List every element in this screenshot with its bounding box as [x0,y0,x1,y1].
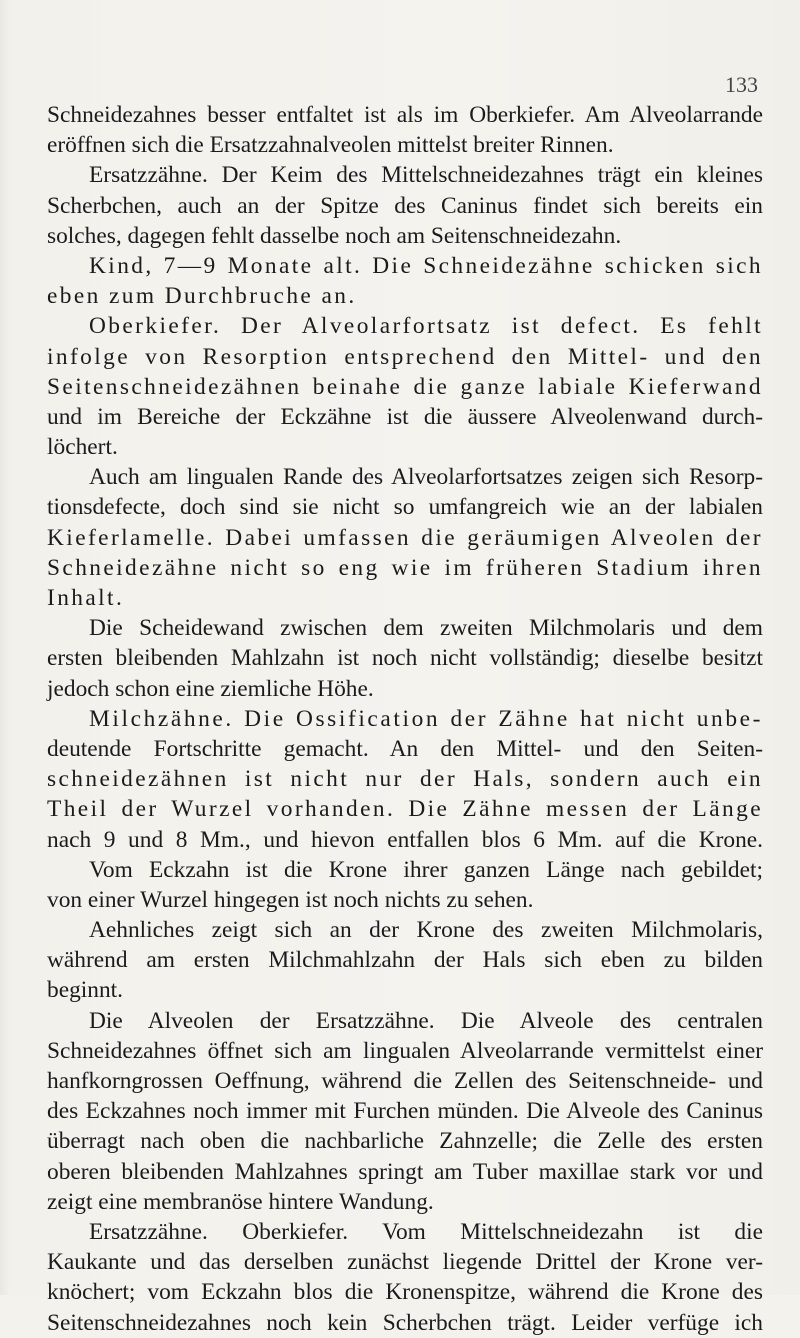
text-line: Seitenschneidezahnes noch kein Scherbchen trägt. Leider verfüge ich [47,1309,763,1336]
text-line: Die Alveolen der Ersatzzähne. Die Alveole des centralen [89,1007,763,1034]
text-line: Ersatzzähne. Oberkiefer. Vom Mittelschneidezahn ist die [89,1218,763,1245]
text-line: nach 9 und 8 Mm., und hievon entfallen blos 6 Mm. auf die Krone. [47,826,763,853]
text-line: Scherbchen, auch an der Spitze des Caninus findet sich bereits ein [47,192,763,219]
text-line: Schneidezahnes besser entfaltet ist als im Oberkiefer. Am Alveolarrande [47,102,763,128]
text-line: und im Bereiche der Eckzähne ist die äussere Alveolenwand durch- [47,403,763,430]
text-line: schneidezähnen ist nicht nur der Hals, sondern auch ein [47,766,763,793]
text-line: solches, dagegen fehlt dasselbe noch am Seitenschneidezahn. [47,222,622,249]
text-line: Vom Eckzahn ist die Krone ihrer ganzen Länge nach gebildet; [89,856,763,883]
text-line: löchert. [47,434,118,461]
text-line: überragt nach oben die nachbarliche Zahnzelle; die Zelle des ersten [47,1128,763,1155]
text-line: eröffnen sich die Ersatzzahnalveolen mittelst breiter Rinnen. [47,132,614,159]
text-line: eben zum Durchbruche an. [47,283,357,310]
text-line: hanfkorngrossen Oeffnung, während die Zellen des Seitenschneide- und [47,1068,763,1094]
text-line: tionsdefecte, doch sind sie nicht so umfangreich wie an der labialen [47,494,763,521]
text-line: Kieferlamelle. Dabei umfassen die geräumigen Alveolen der [47,524,763,551]
text-line: Kind, 7—9 Monate alt. Die Schneidezähne schicken sich [89,252,763,279]
text-line: des Eckzahnes noch immer mit Furchen münden. Die Alveole des Caninus [47,1098,763,1125]
text-line: von einer Wurzel hingegen ist noch nichts zu sehen. [47,886,534,913]
body-text [47,100,763,1338]
text-line: zeigt eine membranöse hintere Wandung. [47,1188,434,1215]
text-line: knöchert; vom Eckzahn blos die Kronenspitze, während die Krone des [47,1279,763,1306]
text-line: jedoch schon eine ziemliche Höhe. [47,675,374,702]
text-line: Oberkiefer. Der Alveolarfortsatz ist defect. Es fehlt [89,313,763,340]
text-line: Schneidezähne nicht so eng wie im früheren Stadium ihren [47,554,763,581]
text-line: während am ersten Milchmahlzahn der Hals sich eben zu bilden [47,947,763,974]
text-line: infolge von Resorption entsprechend den Mittel- und den [47,343,763,370]
text-line: Seitenschneidezähnen beinahe die ganze labiale Kieferwand [47,373,763,400]
text-line: Die Scheidewand zwischen dem zweiten Milchmolaris und dem [89,615,763,642]
text-line: oberen bleibenden Mahlzahnes springt am Tuber maxillae stark vor und [47,1158,763,1185]
text-line: Auch am lingualen Rande des Alveolarfortsatzes zeigen sich Resorp- [89,464,763,491]
page-number: 133 [725,72,758,97]
text-line: beginnt. [47,977,124,1004]
text-line: ersten bleibenden Mahlzahn ist noch nicht vollständig; dieselbe besitzt [47,645,763,672]
text-line: Aehnliches zeigt sich an der Krone des zweiten Milchmolaris, [89,917,763,944]
text-line: Inhalt. [47,585,125,611]
text-line: Kaukante und das derselben zunächst liegende Drittel der Krone ver- [47,1249,763,1276]
text-line: Theil der Wurzel vorhanden. Die Zähne messen der Länge [47,796,763,823]
text-line: Ersatzzähne. Der Keim des Mittelschneidezahnes trägt ein kleines [89,162,763,189]
text-line: Schneidezahnes öffnet sich am lingualen Alveolarrande vermittelst einer [47,1037,763,1064]
text-line: Milchzähne. Die Ossification der Zähne hat nicht unbe- [89,705,763,732]
text-line: deutende Fortschritte gemacht. An den Mittel- und den Seiten- [47,735,763,762]
